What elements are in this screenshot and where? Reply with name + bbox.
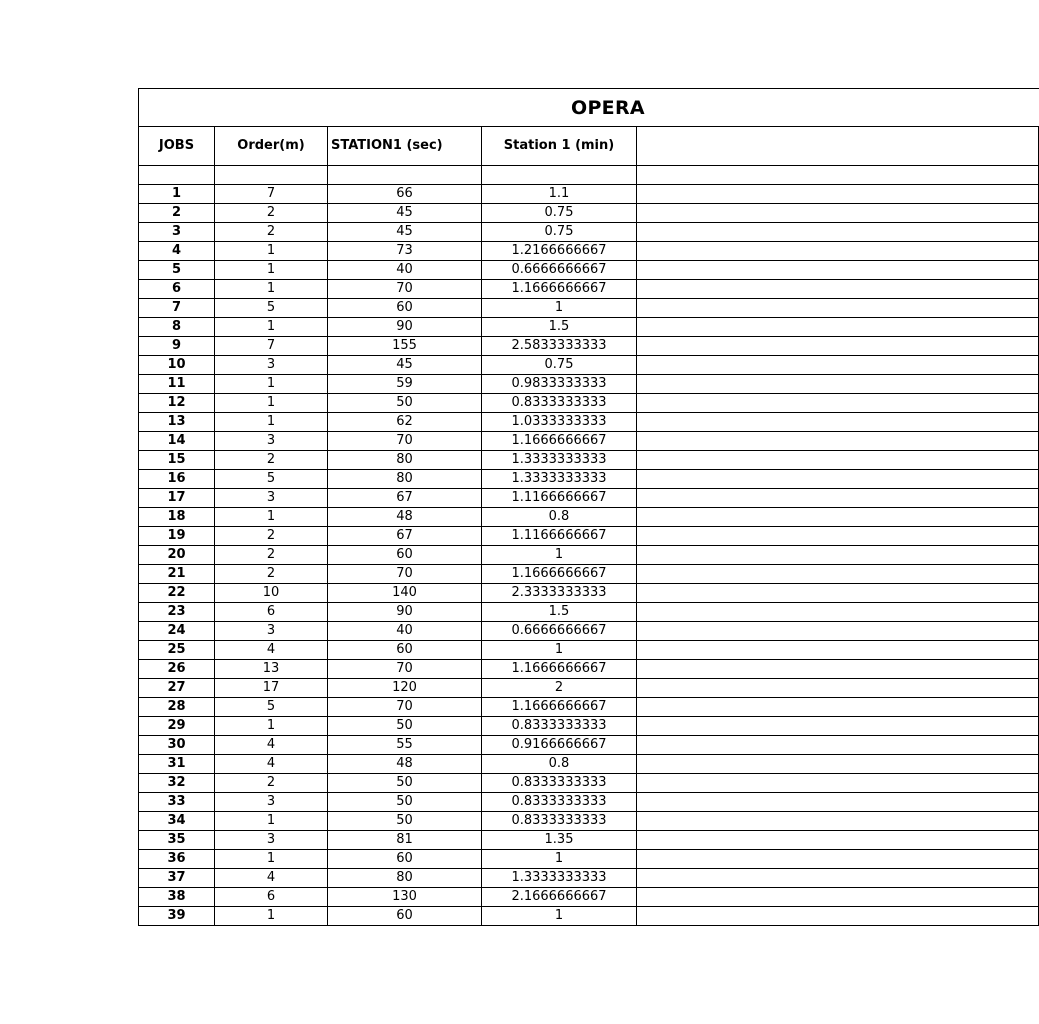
table-row <box>139 299 1039 318</box>
table-row <box>139 337 1039 356</box>
station1-min-cell: 0.8 <box>482 508 637 527</box>
overflow-cell <box>637 223 1039 242</box>
overflow-cell <box>637 869 1039 888</box>
overflow-cell <box>637 489 1039 508</box>
order-cell: 1 <box>215 394 328 413</box>
job-cell: 27 <box>139 679 215 698</box>
station1-min-cell: 1.0333333333 <box>482 413 637 432</box>
overflow-cell <box>637 204 1039 223</box>
overflow-cell <box>637 755 1039 774</box>
overflow-cell <box>637 793 1039 812</box>
station1-min-cell: 0.8 <box>482 755 637 774</box>
station1-min-cell: 1.5 <box>482 603 637 622</box>
station1-min-cell: 2.1666666667 <box>482 888 637 907</box>
table-row <box>139 755 1039 774</box>
station1-sec-cell: 130 <box>328 888 482 907</box>
table-row <box>139 888 1039 907</box>
station1-sec-cell: 60 <box>328 546 482 565</box>
job-cell: 33 <box>139 793 215 812</box>
station1-sec-cell: 40 <box>328 622 482 641</box>
job-cell: 16 <box>139 470 215 489</box>
table-row <box>139 261 1039 280</box>
table-row <box>139 394 1039 413</box>
table-row <box>139 603 1039 622</box>
station1-sec-cell: 155 <box>328 337 482 356</box>
header-station1-sec: STATION1 (sec) <box>328 127 482 166</box>
station1-sec-cell: 90 <box>328 603 482 622</box>
station1-min-cell: 1 <box>482 299 637 318</box>
overflow-cell <box>637 603 1039 622</box>
job-cell: 9 <box>139 337 215 356</box>
station1-sec-cell: 70 <box>328 565 482 584</box>
overflow-cell <box>637 831 1039 850</box>
job-cell: 17 <box>139 489 215 508</box>
sheet-title: OPERA <box>139 89 1039 127</box>
table-row <box>139 774 1039 793</box>
job-cell: 13 <box>139 413 215 432</box>
station1-sec-cell: 48 <box>328 508 482 527</box>
overflow-cell <box>637 622 1039 641</box>
spreadsheet-viewport <box>138 88 645 944</box>
overflow-cell <box>637 432 1039 451</box>
station1-min-cell: 1.35 <box>482 831 637 850</box>
blank-row <box>139 166 1039 185</box>
order-cell: 1 <box>215 907 328 926</box>
blank-cell <box>139 166 215 185</box>
station1-min-cell: 1.1166666667 <box>482 489 637 508</box>
station1-sec-cell: 60 <box>328 907 482 926</box>
station1-sec-cell: 73 <box>328 242 482 261</box>
job-cell: 20 <box>139 546 215 565</box>
job-cell: 4 <box>139 242 215 261</box>
station1-sec-cell: 70 <box>328 660 482 679</box>
station1-sec-cell: 66 <box>328 185 482 204</box>
order-cell: 1 <box>215 850 328 869</box>
job-cell: 3 <box>139 223 215 242</box>
overflow-cell <box>637 679 1039 698</box>
station1-min-cell: 1.3333333333 <box>482 869 637 888</box>
table-row <box>139 413 1039 432</box>
station1-sec-cell: 60 <box>328 641 482 660</box>
table-row <box>139 622 1039 641</box>
job-cell: 21 <box>139 565 215 584</box>
table-row <box>139 242 1039 261</box>
job-cell: 2 <box>139 204 215 223</box>
table-row <box>139 280 1039 299</box>
job-cell: 10 <box>139 356 215 375</box>
job-cell: 28 <box>139 698 215 717</box>
job-cell: 29 <box>139 717 215 736</box>
station1-min-cell: 0.8333333333 <box>482 394 637 413</box>
table-row <box>139 869 1039 888</box>
job-cell: 1 <box>139 185 215 204</box>
order-cell: 4 <box>215 641 328 660</box>
station1-min-cell: 0.8333333333 <box>482 793 637 812</box>
overflow-cell <box>637 736 1039 755</box>
order-cell: 3 <box>215 793 328 812</box>
overflow-cell <box>637 394 1039 413</box>
order-cell: 2 <box>215 223 328 242</box>
table-row <box>139 318 1039 337</box>
station1-sec-cell: 62 <box>328 413 482 432</box>
job-cell: 11 <box>139 375 215 394</box>
station1-min-cell: 0.8333333333 <box>482 774 637 793</box>
job-cell: 39 <box>139 907 215 926</box>
station1-min-cell: 0.9833333333 <box>482 375 637 394</box>
station1-min-cell: 2.5833333333 <box>482 337 637 356</box>
job-cell: 5 <box>139 261 215 280</box>
table-row <box>139 793 1039 812</box>
station1-min-cell: 1.2166666667 <box>482 242 637 261</box>
station1-sec-cell: 45 <box>328 356 482 375</box>
station1-min-cell: 0.8333333333 <box>482 812 637 831</box>
job-cell: 22 <box>139 584 215 603</box>
station1-min-cell: 0.75 <box>482 223 637 242</box>
station1-sec-cell: 67 <box>328 527 482 546</box>
overflow-cell <box>637 717 1039 736</box>
order-cell: 1 <box>215 413 328 432</box>
overflow-cell <box>637 413 1039 432</box>
station1-min-cell: 0.75 <box>482 356 637 375</box>
table-row <box>139 907 1039 926</box>
order-cell: 3 <box>215 356 328 375</box>
table-row <box>139 375 1039 394</box>
station1-sec-cell: 50 <box>328 812 482 831</box>
overflow-cell <box>637 337 1039 356</box>
station1-sec-cell: 60 <box>328 850 482 869</box>
table-row <box>139 831 1039 850</box>
station1-min-cell: 0.75 <box>482 204 637 223</box>
operations-table <box>138 88 1039 926</box>
order-cell: 1 <box>215 242 328 261</box>
overflow-cell <box>637 470 1039 489</box>
job-cell: 36 <box>139 850 215 869</box>
job-cell: 30 <box>139 736 215 755</box>
job-cell: 37 <box>139 869 215 888</box>
station1-min-cell: 1.1166666667 <box>482 527 637 546</box>
table-row <box>139 223 1039 242</box>
job-cell: 32 <box>139 774 215 793</box>
station1-sec-cell: 50 <box>328 717 482 736</box>
station1-sec-cell: 60 <box>328 299 482 318</box>
station1-sec-cell: 81 <box>328 831 482 850</box>
header-jobs: JOBS <box>139 127 215 166</box>
table-row <box>139 204 1039 223</box>
order-cell: 10 <box>215 584 328 603</box>
table-row <box>139 356 1039 375</box>
table-row <box>139 432 1039 451</box>
station1-min-cell: 0.6666666667 <box>482 622 637 641</box>
order-cell: 13 <box>215 660 328 679</box>
order-cell: 17 <box>215 679 328 698</box>
table-row <box>139 584 1039 603</box>
order-cell: 1 <box>215 261 328 280</box>
table-row <box>139 850 1039 869</box>
job-cell: 24 <box>139 622 215 641</box>
station1-min-cell: 1.3333333333 <box>482 451 637 470</box>
station1-sec-cell: 70 <box>328 280 482 299</box>
overflow-cell <box>637 641 1039 660</box>
job-cell: 31 <box>139 755 215 774</box>
job-cell: 26 <box>139 660 215 679</box>
station1-sec-cell: 140 <box>328 584 482 603</box>
order-cell: 6 <box>215 888 328 907</box>
station1-sec-cell: 50 <box>328 774 482 793</box>
table-row <box>139 736 1039 755</box>
job-cell: 14 <box>139 432 215 451</box>
order-cell: 1 <box>215 280 328 299</box>
overflow-cell <box>637 774 1039 793</box>
order-cell: 3 <box>215 622 328 641</box>
overflow-cell <box>637 375 1039 394</box>
overflow-cell <box>637 356 1039 375</box>
station1-sec-cell: 45 <box>328 204 482 223</box>
order-cell: 1 <box>215 717 328 736</box>
overflow-cell <box>637 185 1039 204</box>
order-cell: 3 <box>215 831 328 850</box>
station1-min-cell: 1 <box>482 907 637 926</box>
table-row <box>139 812 1039 831</box>
job-cell: 34 <box>139 812 215 831</box>
order-cell: 3 <box>215 489 328 508</box>
job-cell: 7 <box>139 299 215 318</box>
overflow-cell <box>637 546 1039 565</box>
station1-min-cell: 1.1666666667 <box>482 432 637 451</box>
station1-sec-cell: 50 <box>328 793 482 812</box>
station1-min-cell: 1.1 <box>482 185 637 204</box>
station1-sec-cell: 67 <box>328 489 482 508</box>
overflow-cell <box>637 584 1039 603</box>
job-cell: 12 <box>139 394 215 413</box>
order-cell: 1 <box>215 508 328 527</box>
station1-min-cell: 1.1666666667 <box>482 698 637 717</box>
job-cell: 8 <box>139 318 215 337</box>
station1-min-cell: 1 <box>482 850 637 869</box>
job-cell: 19 <box>139 527 215 546</box>
job-cell: 23 <box>139 603 215 622</box>
station1-min-cell: 0.8333333333 <box>482 717 637 736</box>
blank-cell <box>482 166 637 185</box>
station1-sec-cell: 90 <box>328 318 482 337</box>
station1-min-cell: 2 <box>482 679 637 698</box>
order-cell: 1 <box>215 318 328 337</box>
order-cell: 5 <box>215 299 328 318</box>
table-row <box>139 470 1039 489</box>
order-cell: 7 <box>215 337 328 356</box>
header-overflow-cell <box>637 127 1039 166</box>
order-cell: 7 <box>215 185 328 204</box>
table-row <box>139 565 1039 584</box>
overflow-cell <box>637 888 1039 907</box>
blank-cell <box>328 166 482 185</box>
job-cell: 15 <box>139 451 215 470</box>
station1-sec-cell: 70 <box>328 432 482 451</box>
order-cell: 2 <box>215 204 328 223</box>
order-cell: 6 <box>215 603 328 622</box>
order-cell: 5 <box>215 470 328 489</box>
overflow-cell <box>637 261 1039 280</box>
station1-sec-cell: 70 <box>328 698 482 717</box>
station1-min-cell: 0.9166666667 <box>482 736 637 755</box>
table-row <box>139 679 1039 698</box>
header-row <box>139 127 1039 166</box>
table-row <box>139 451 1039 470</box>
station1-min-cell: 1.5 <box>482 318 637 337</box>
table-row <box>139 641 1039 660</box>
station1-sec-cell: 40 <box>328 261 482 280</box>
order-cell: 2 <box>215 527 328 546</box>
overflow-cell <box>637 565 1039 584</box>
overflow-cell <box>637 812 1039 831</box>
station1-min-cell: 1 <box>482 641 637 660</box>
station1-min-cell: 1 <box>482 546 637 565</box>
job-cell: 18 <box>139 508 215 527</box>
station1-min-cell: 1.1666666667 <box>482 565 637 584</box>
station1-sec-cell: 55 <box>328 736 482 755</box>
table-row <box>139 508 1039 527</box>
station1-sec-cell: 45 <box>328 223 482 242</box>
overflow-cell <box>637 508 1039 527</box>
job-cell: 25 <box>139 641 215 660</box>
order-cell: 1 <box>215 375 328 394</box>
table-row <box>139 717 1039 736</box>
order-cell: 5 <box>215 698 328 717</box>
station1-sec-cell: 80 <box>328 869 482 888</box>
order-cell: 1 <box>215 812 328 831</box>
overflow-cell <box>637 850 1039 869</box>
station1-min-cell: 1.1666666667 <box>482 280 637 299</box>
overflow-cell <box>637 280 1039 299</box>
header-station1-min: Station 1 (min) <box>482 127 637 166</box>
job-cell: 6 <box>139 280 215 299</box>
table-row <box>139 546 1039 565</box>
table-row <box>139 185 1039 204</box>
table-row <box>139 660 1039 679</box>
station1-min-cell: 1.1666666667 <box>482 660 637 679</box>
order-cell: 4 <box>215 736 328 755</box>
blank-cell <box>637 166 1039 185</box>
station1-sec-cell: 80 <box>328 451 482 470</box>
order-cell: 2 <box>215 565 328 584</box>
order-cell: 2 <box>215 546 328 565</box>
overflow-cell <box>637 698 1039 717</box>
title-row <box>139 89 1039 127</box>
station1-sec-cell: 80 <box>328 470 482 489</box>
order-cell: 2 <box>215 451 328 470</box>
overflow-cell <box>637 299 1039 318</box>
station1-sec-cell: 50 <box>328 394 482 413</box>
order-cell: 4 <box>215 869 328 888</box>
station1-sec-cell: 120 <box>328 679 482 698</box>
job-cell: 35 <box>139 831 215 850</box>
overflow-cell <box>637 242 1039 261</box>
overflow-cell <box>637 907 1039 926</box>
order-cell: 4 <box>215 755 328 774</box>
order-cell: 3 <box>215 432 328 451</box>
station1-sec-cell: 59 <box>328 375 482 394</box>
station1-min-cell: 0.6666666667 <box>482 261 637 280</box>
station1-sec-cell: 48 <box>328 755 482 774</box>
table-row <box>139 489 1039 508</box>
header-order: Order(m) <box>215 127 328 166</box>
overflow-cell <box>637 527 1039 546</box>
station1-min-cell: 1.3333333333 <box>482 470 637 489</box>
blank-cell <box>215 166 328 185</box>
station1-min-cell: 2.3333333333 <box>482 584 637 603</box>
overflow-cell <box>637 451 1039 470</box>
order-cell: 2 <box>215 774 328 793</box>
table-row <box>139 698 1039 717</box>
overflow-cell <box>637 660 1039 679</box>
table-row <box>139 527 1039 546</box>
job-cell: 38 <box>139 888 215 907</box>
overflow-cell <box>637 318 1039 337</box>
